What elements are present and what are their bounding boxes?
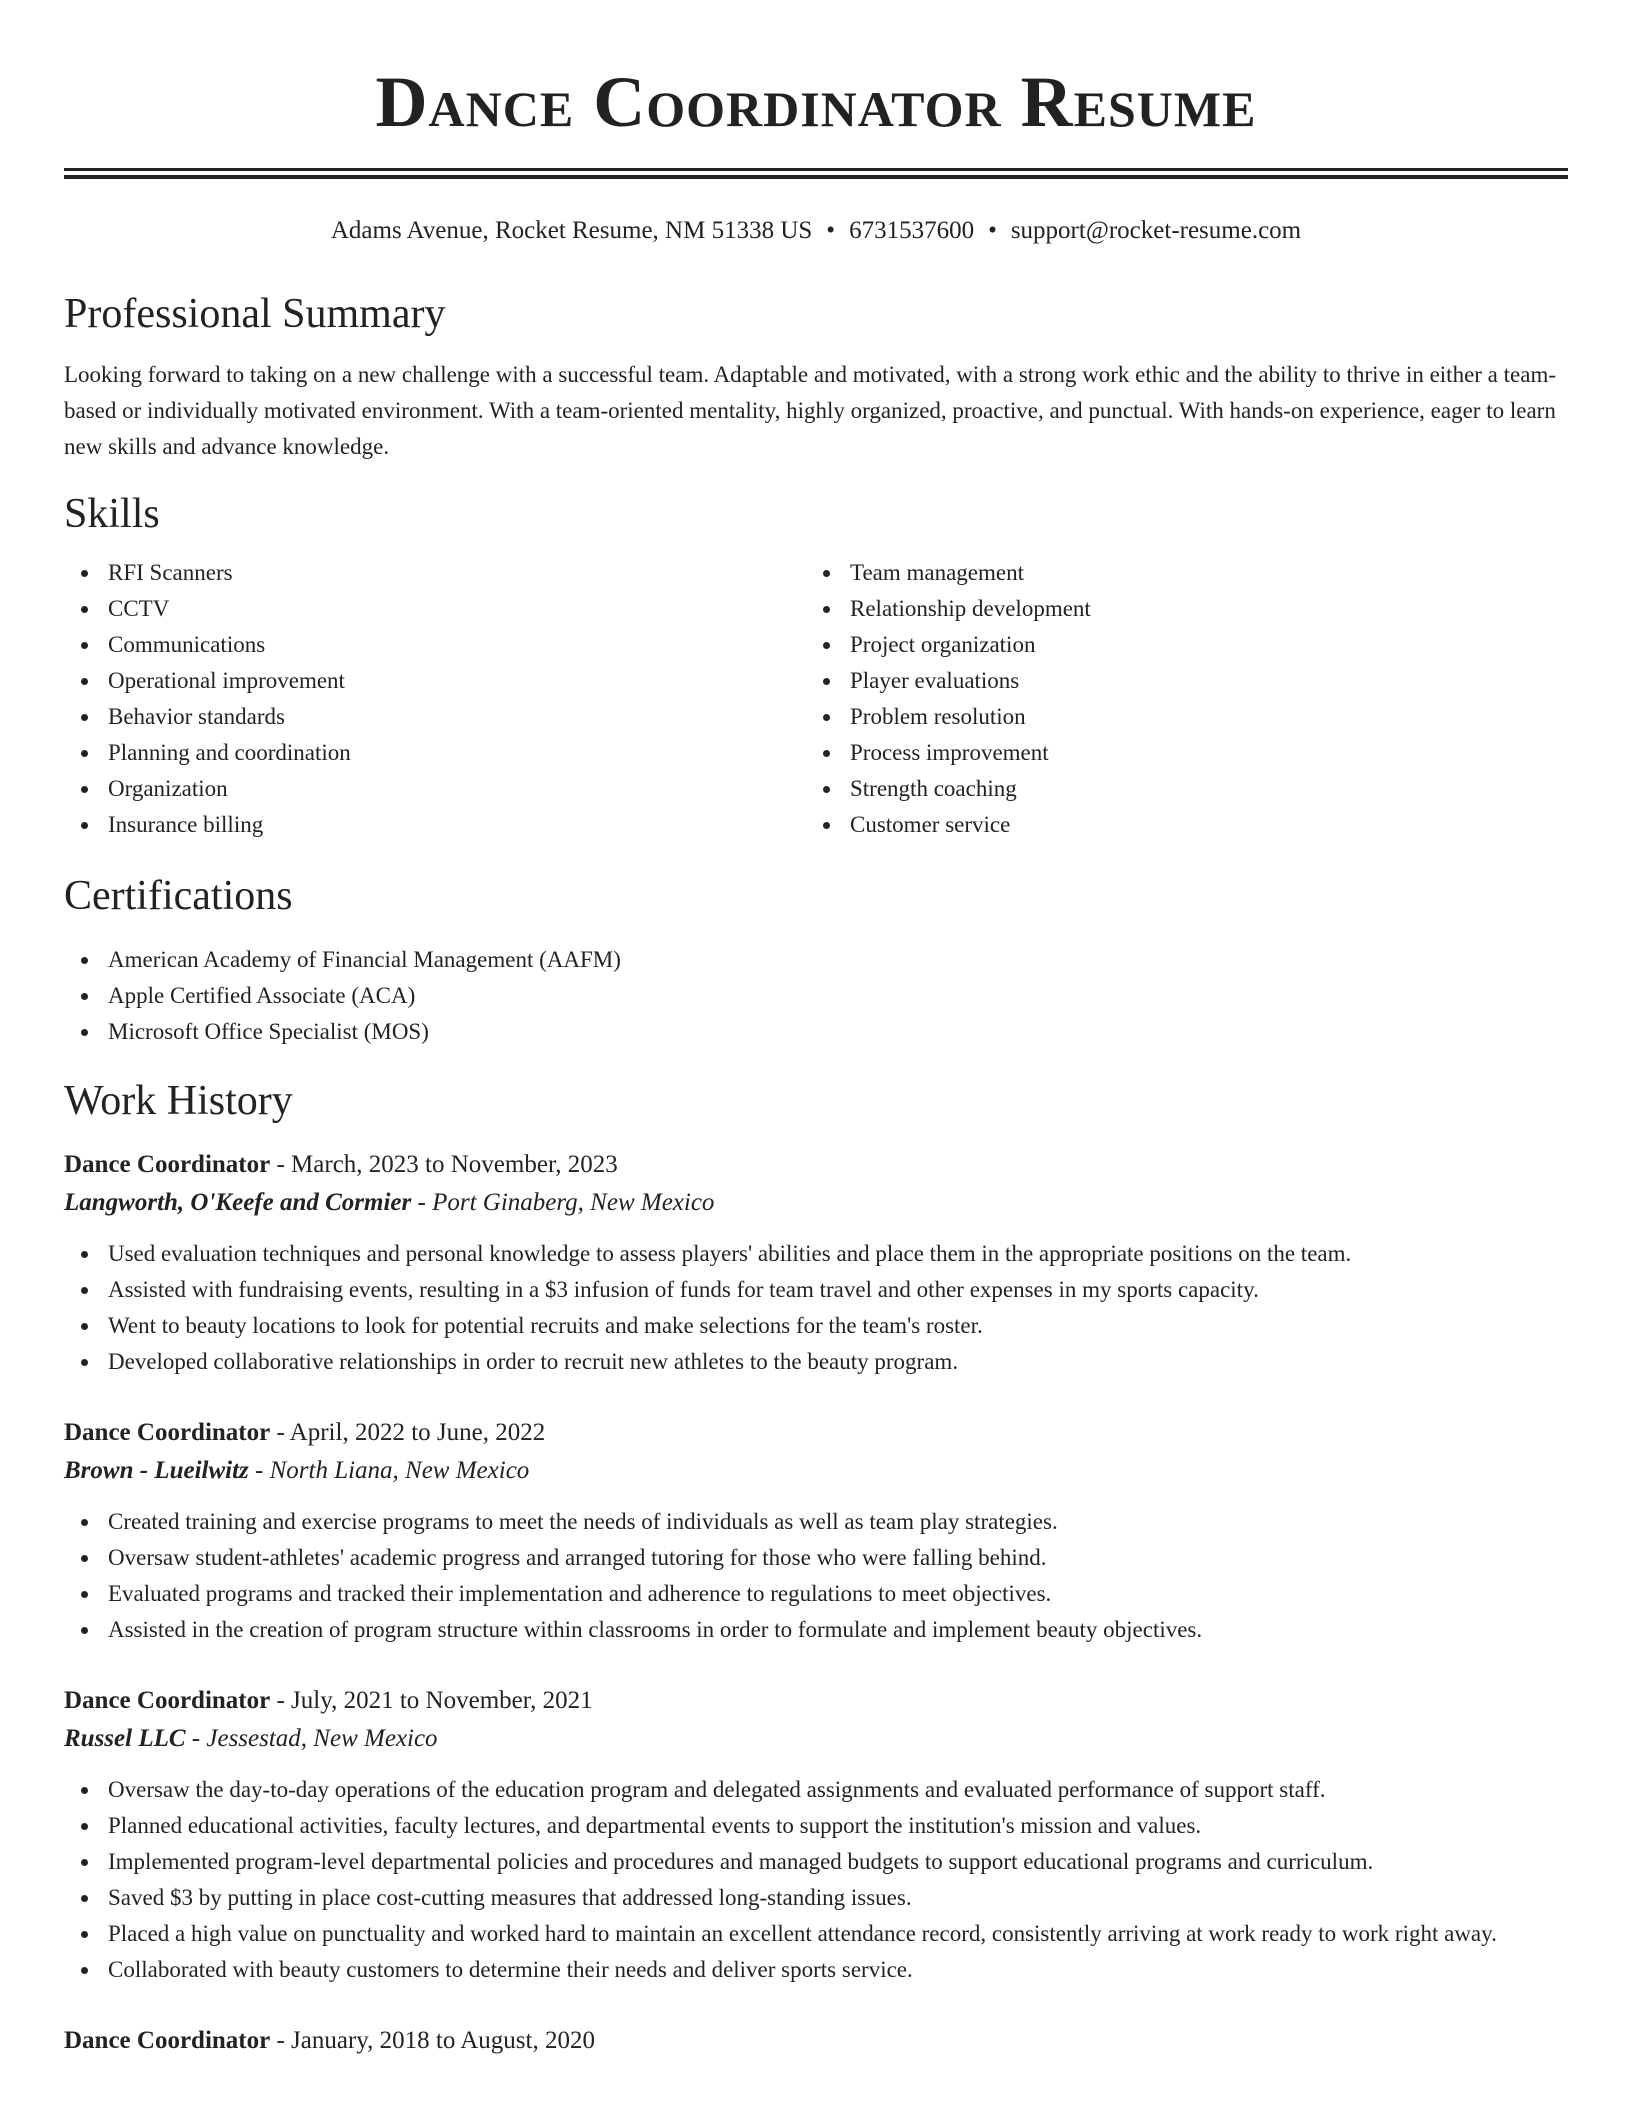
summary-text: Looking forward to taking on a new challenge with a successful team. Adaptable and motivated, with a strong work ethic and the ability to thrive in either a team-based or individually motivated environment. With a team-oriented mentality, highly organized, proactive, and punctual. With hands-on experience, eager to learn new skills and advance knowledge. — [64, 362, 1557, 460]
certification-item: Apple Certified Associate (ACA) — [64, 978, 1568, 1014]
job-dates: - January, 2018 to August, 2020 — [270, 2026, 595, 2054]
contact-separator: • — [988, 217, 997, 244]
job-dates: - March, 2023 to November, 2023 — [270, 1150, 618, 1178]
job-header — [64, 2022, 1568, 2060]
job-duty: Placed a high value on punctuality and worked hard to maintain an excellent attendance record, consistently arriving at work ready to work right away. — [64, 1916, 1568, 1952]
work-history-heading: Work History — [64, 1077, 293, 1124]
job-role: Dance Coordinator — [64, 1150, 271, 1178]
job-duty: Assisted with fundraising events, resulting in a $3 infusion of funds for team travel and other expenses in my sports capacity. — [64, 1272, 1568, 1308]
job-company: Brown - Lueilwitz — [64, 1456, 249, 1484]
job-entry — [64, 2022, 1568, 2060]
job-dates: - July, 2021 to November, 2021 — [270, 1686, 593, 1714]
skills-list-left — [64, 555, 806, 843]
job-duty: Planned educational activities, faculty lectures, and departmental events to support the institution's mission and values. — [64, 1808, 1568, 1844]
job-role: Dance Coordinator — [64, 2026, 271, 2054]
job-location: - North Liana, New Mexico — [248, 1456, 530, 1484]
skill-item: Project organization — [806, 627, 1548, 663]
job-entry — [64, 1682, 1568, 1988]
certification-item: American Academy of Financial Management (AAFM) — [64, 942, 1568, 978]
job-header — [64, 1414, 1568, 1452]
skill-item: Strength coaching — [806, 771, 1548, 807]
skill-item: Operational improvement — [64, 663, 806, 699]
job-duty: Evaluated programs and tracked their implementation and adherence to regulations to meet objectives. — [64, 1576, 1568, 1612]
skills-list-right — [806, 555, 1548, 843]
skill-item: Customer service — [806, 807, 1548, 843]
job-dates: - April, 2022 to June, 2022 — [270, 1418, 546, 1446]
job-duty: Went to beauty locations to look for potential recruits and make selections for the team's roster. — [64, 1308, 1568, 1344]
certifications-list — [64, 942, 1568, 1050]
certification-item: Microsoft Office Specialist (MOS) — [64, 1014, 1568, 1050]
job-duty: Saved $3 by putting in place cost-cutting measures that addressed long-standing issues. — [64, 1880, 1568, 1916]
job-location: - Port Ginaberg, New Mexico — [411, 1188, 715, 1216]
job-duty: Oversaw the day-to-day operations of the education program and delegated assignments and evaluated performance of support staff. — [64, 1772, 1568, 1808]
title-divider — [64, 168, 1568, 179]
job-company: Langworth, O'Keefe and Cormier — [64, 1188, 412, 1216]
job-company: Russel LLC — [64, 1724, 186, 1752]
skill-item: Organization — [64, 771, 806, 807]
job-employer — [64, 1452, 1568, 1490]
job-duty: Assisted in the creation of program structure within classrooms in order to formulate and implement beauty objectives. — [64, 1612, 1568, 1648]
job-header — [64, 1682, 1568, 1720]
contact-email: support@rocket-resume.com — [1010, 217, 1302, 244]
job-duty: Implemented program-level departmental policies and procedures and managed budgets to support educational programs and curriculum. — [64, 1844, 1568, 1880]
job-location: - Jessestad, New Mexico — [185, 1724, 438, 1752]
skill-item: CCTV — [64, 591, 806, 627]
skill-item: Relationship development — [806, 591, 1548, 627]
contact-phone: 6731537600 — [849, 217, 975, 244]
summary-heading: Professional Summary — [64, 291, 446, 337]
certifications-heading: Certifications — [64, 873, 293, 920]
job-role: Dance Coordinator — [64, 1418, 271, 1446]
document-title: Dance Coordinator Resume — [375, 62, 1257, 142]
skill-item: Process improvement — [806, 735, 1548, 771]
contact-separator: • — [826, 217, 836, 244]
job-entry — [64, 1146, 1568, 1380]
skill-item: Behavior standards — [64, 699, 806, 735]
contact-line — [64, 215, 1568, 247]
job-employer — [64, 1720, 1568, 1758]
job-role: Dance Coordinator — [64, 1686, 271, 1714]
job-entry — [64, 1414, 1568, 1648]
skill-item: Team management — [806, 555, 1548, 591]
job-duties-list — [64, 1772, 1568, 1988]
job-employer — [64, 1184, 1568, 1222]
skill-item: Planning and coordination — [64, 735, 806, 771]
skill-item: Communications — [64, 627, 806, 663]
job-duties-list — [64, 1504, 1568, 1648]
job-duty: Created training and exercise programs to meet the needs of individuals as well as team play strategies. — [64, 1504, 1568, 1540]
skill-item: RFI Scanners — [64, 555, 806, 591]
job-duty: Used evaluation techniques and personal knowledge to assess players' abilities and place them in the appropriate positions on the team. — [64, 1236, 1568, 1272]
job-header — [64, 1146, 1568, 1184]
contact-address: Adams Avenue, Rocket Resume, NM 51338 US — [330, 217, 813, 244]
skill-item: Player evaluations — [806, 663, 1548, 699]
job-duties-list — [64, 1236, 1568, 1380]
job-duty: Oversaw student-athletes' academic progress and arranged tutoring for those who were falling behind. — [64, 1540, 1568, 1576]
skills-heading: Skills — [64, 491, 160, 538]
skill-item: Problem resolution — [806, 699, 1548, 735]
job-duty: Developed collaborative relationships in order to recruit new athletes to the beauty program. — [64, 1344, 1568, 1380]
job-duty: Collaborated with beauty customers to determine their needs and deliver sports service. — [64, 1952, 1568, 1988]
skills-columns — [64, 555, 1568, 843]
skill-item: Insurance billing — [64, 807, 806, 843]
